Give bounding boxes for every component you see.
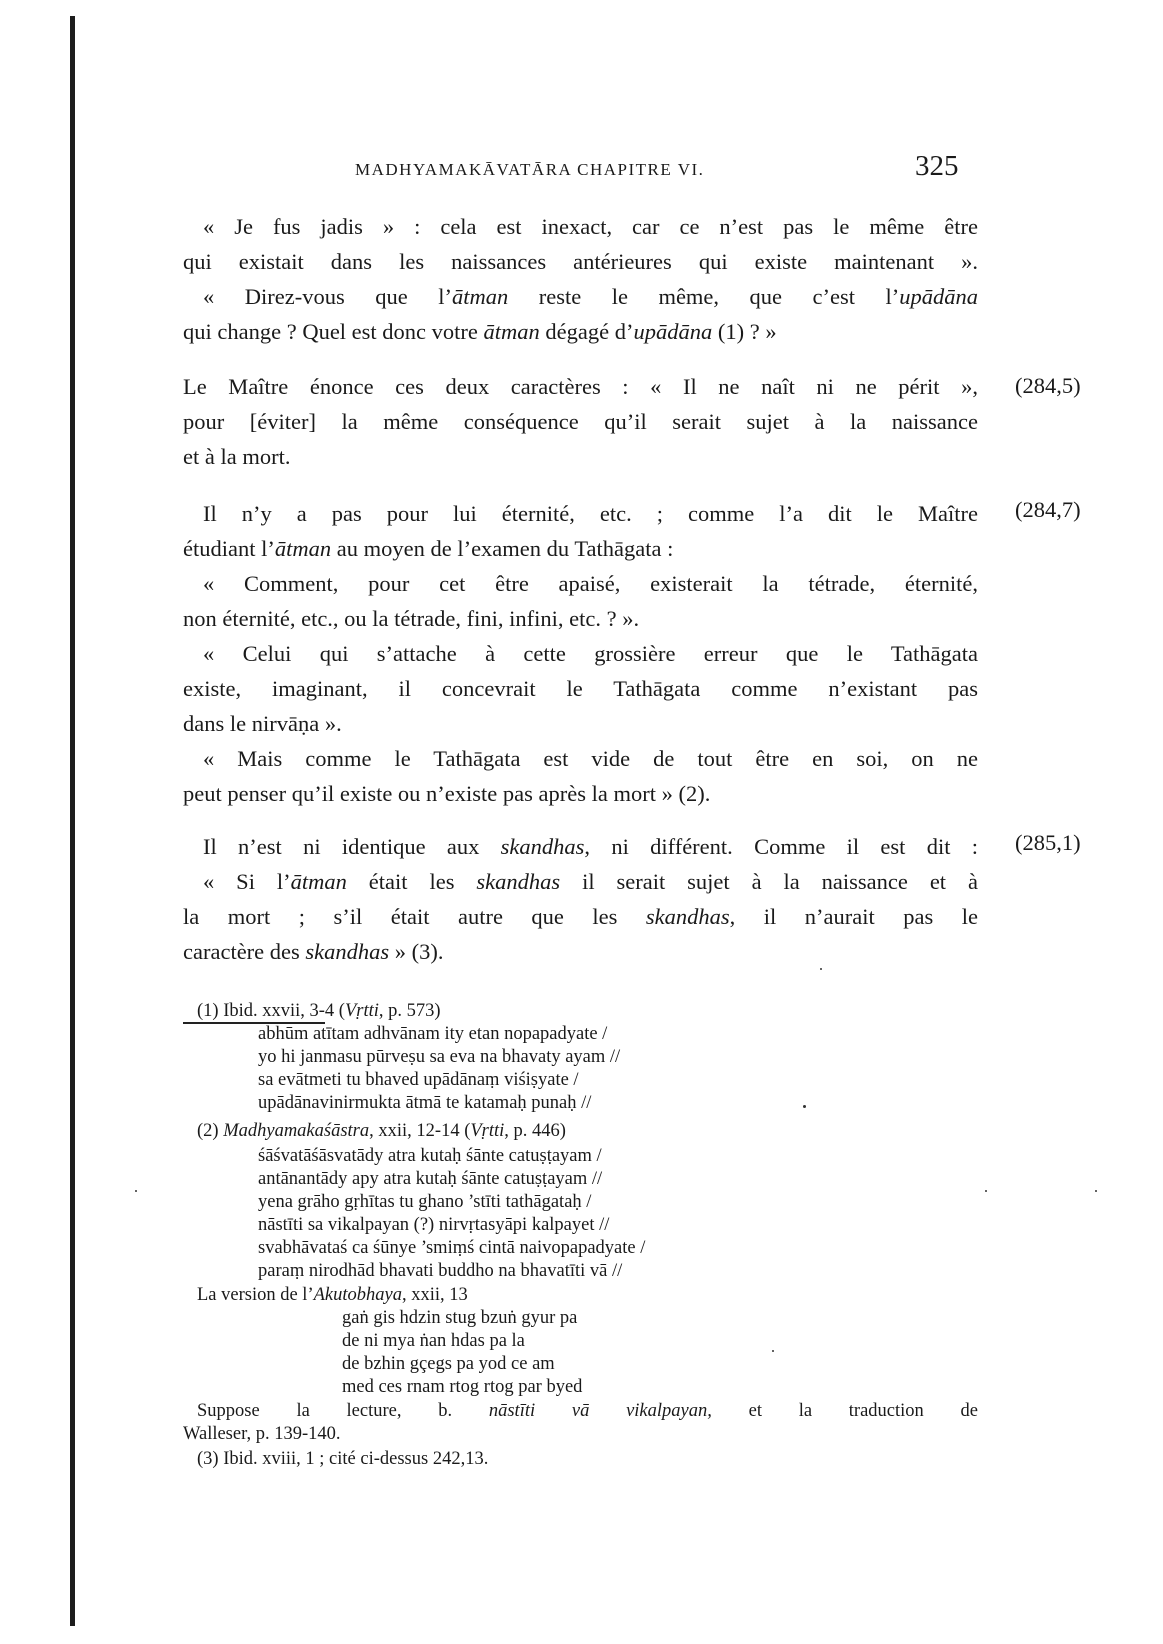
text-line: « Mais comme le Tathāgata est vide de tout être en soi, on ne	[203, 746, 978, 771]
verse-line: yo hi janmasu pūrveṣu sa eva na bhavaty ayam //	[258, 1047, 621, 1067]
text-line: « Direz-vous que l’ātman reste le même, que c’est l’upādāna	[203, 284, 979, 309]
tibetan-line: med ces rnam rtog rtog par byed	[342, 1377, 583, 1397]
verse-line: sa evātmeti tu bhaved upādānaṃ viśiṣyate /	[258, 1070, 579, 1090]
text-line: Il n’est ni identique aux skandhas, ni différent. Comme il est dit :	[203, 834, 978, 859]
scan-speck	[820, 968, 822, 970]
margin-reference: (285,1)	[1015, 830, 1081, 855]
verse-line: upādānavinirmukta ātmā te katamaḥ punaḥ //	[258, 1093, 592, 1113]
footnote-text: (3) Ibid. xviii, 1 ; cité ci-dessus 242,13.	[197, 1449, 489, 1469]
verse-line: paraṃ nirodhād bhavati buddho na bhavatīti vā //	[258, 1261, 623, 1281]
margin-reference: (284,7)	[1015, 497, 1081, 522]
text-line: dans le nirvāṇa ».	[183, 711, 342, 736]
tibetan-line: de bzhin gçegs pa yod ce am	[342, 1354, 555, 1374]
verse-line: nāstīti sa vikalpayan (?) nirvṛtasyāpi kalpayet //	[258, 1215, 610, 1235]
text-line: Il n’y a pas pour lui éternité, etc. ; comme l’a dit le Maître	[203, 501, 978, 526]
tibetan-line: de ni mya ṅan hdas pa la	[342, 1331, 525, 1351]
scan-speck	[772, 1350, 774, 1352]
text-line: la mort ; s’il était autre que les skandhas, il n’aurait pas le	[183, 904, 978, 929]
text-line: qui existait dans les naissances antérieures qui existe maintenant ».	[183, 249, 978, 274]
scan-speck	[985, 1190, 987, 1192]
footnote-text: Walleser, p. 139-140.	[183, 1424, 341, 1444]
verse-line: śāśvatāśāsvatādy atra kutaḥ śānte catuṣṭayam /	[258, 1146, 602, 1166]
scan-speck	[135, 1190, 137, 1192]
text-line: qui change ? Quel est donc votre ātman dégagé d’upādāna (1) ? »	[183, 319, 777, 344]
footnote-heading: (2) Madhyamakaśāstra, xxii, 12-14 (Vṛtti, p. 446)	[197, 1121, 566, 1141]
running-title: MADHYAMAKĀVATĀRA CHAPITRE VI.	[355, 160, 705, 179]
scan-speck	[803, 1105, 806, 1108]
footnote-text: La version de l’Akutobhaya, xxii, 13	[197, 1285, 468, 1305]
verse-line: yena grāho gṛhītas tu ghano ’stīti tathāgataḥ /	[258, 1192, 592, 1212]
text-line: existe, imaginant, il concevrait le Tathāgata comme n’existant pas	[183, 676, 978, 701]
verse-line: svabhāvataś ca śūnye ’smiṃś cintā naivopapadyate /	[258, 1238, 646, 1258]
text-line: « Si l’ātman était les skandhas il serait sujet à la naissance et à	[203, 869, 978, 894]
text-line: « Je fus jadis » : cela est inexact, car ce n’est pas le même être	[203, 214, 978, 239]
text-line: caractère des skandhas » (3).	[183, 939, 444, 964]
text-line: peut penser qu’il existe ou n’existe pas après la mort » (2).	[183, 781, 711, 806]
verse-line: abhūm atītam adhvānam ity etan nopapadyate /	[258, 1024, 608, 1044]
text-line: pour [éviter] la même conséquence qu’il serait sujet à la naissance	[183, 409, 978, 434]
page-number: 325	[915, 150, 959, 182]
binding-edge	[70, 16, 75, 1626]
text-line: étudiant l’ātman au moyen de l’examen du Tathāgata :	[183, 536, 674, 561]
scan-speck	[1095, 1190, 1097, 1192]
footnote-text: Suppose la lecture, b. nāstīti vā vikalpayan, et la traduction de	[197, 1401, 979, 1421]
footnote-heading: (1) Ibid. xxvii, 3-4 (Vṛtti, p. 573)	[197, 1001, 441, 1021]
text-line: « Comment, pour cet être apaisé, existerait la tétrade, éternité,	[203, 571, 978, 596]
text-line: et à la mort.	[183, 444, 291, 469]
text-line: non éternité, etc., ou la tétrade, fini, infini, etc. ? ».	[183, 606, 640, 631]
verse-line: antānantādy apy atra kutaḥ śānte catuṣṭayam //	[258, 1169, 603, 1189]
text-line: Le Maître énonce ces deux caractères : « Il ne naît ni ne périt »,	[183, 374, 978, 399]
text-line: « Celui qui s’attache à cette grossière erreur que le Tathāgata	[203, 641, 978, 666]
tibetan-line: gaṅ gis hdzin stug bzuṅ gyur pa	[342, 1308, 578, 1328]
margin-reference: (284,5)	[1015, 373, 1081, 398]
